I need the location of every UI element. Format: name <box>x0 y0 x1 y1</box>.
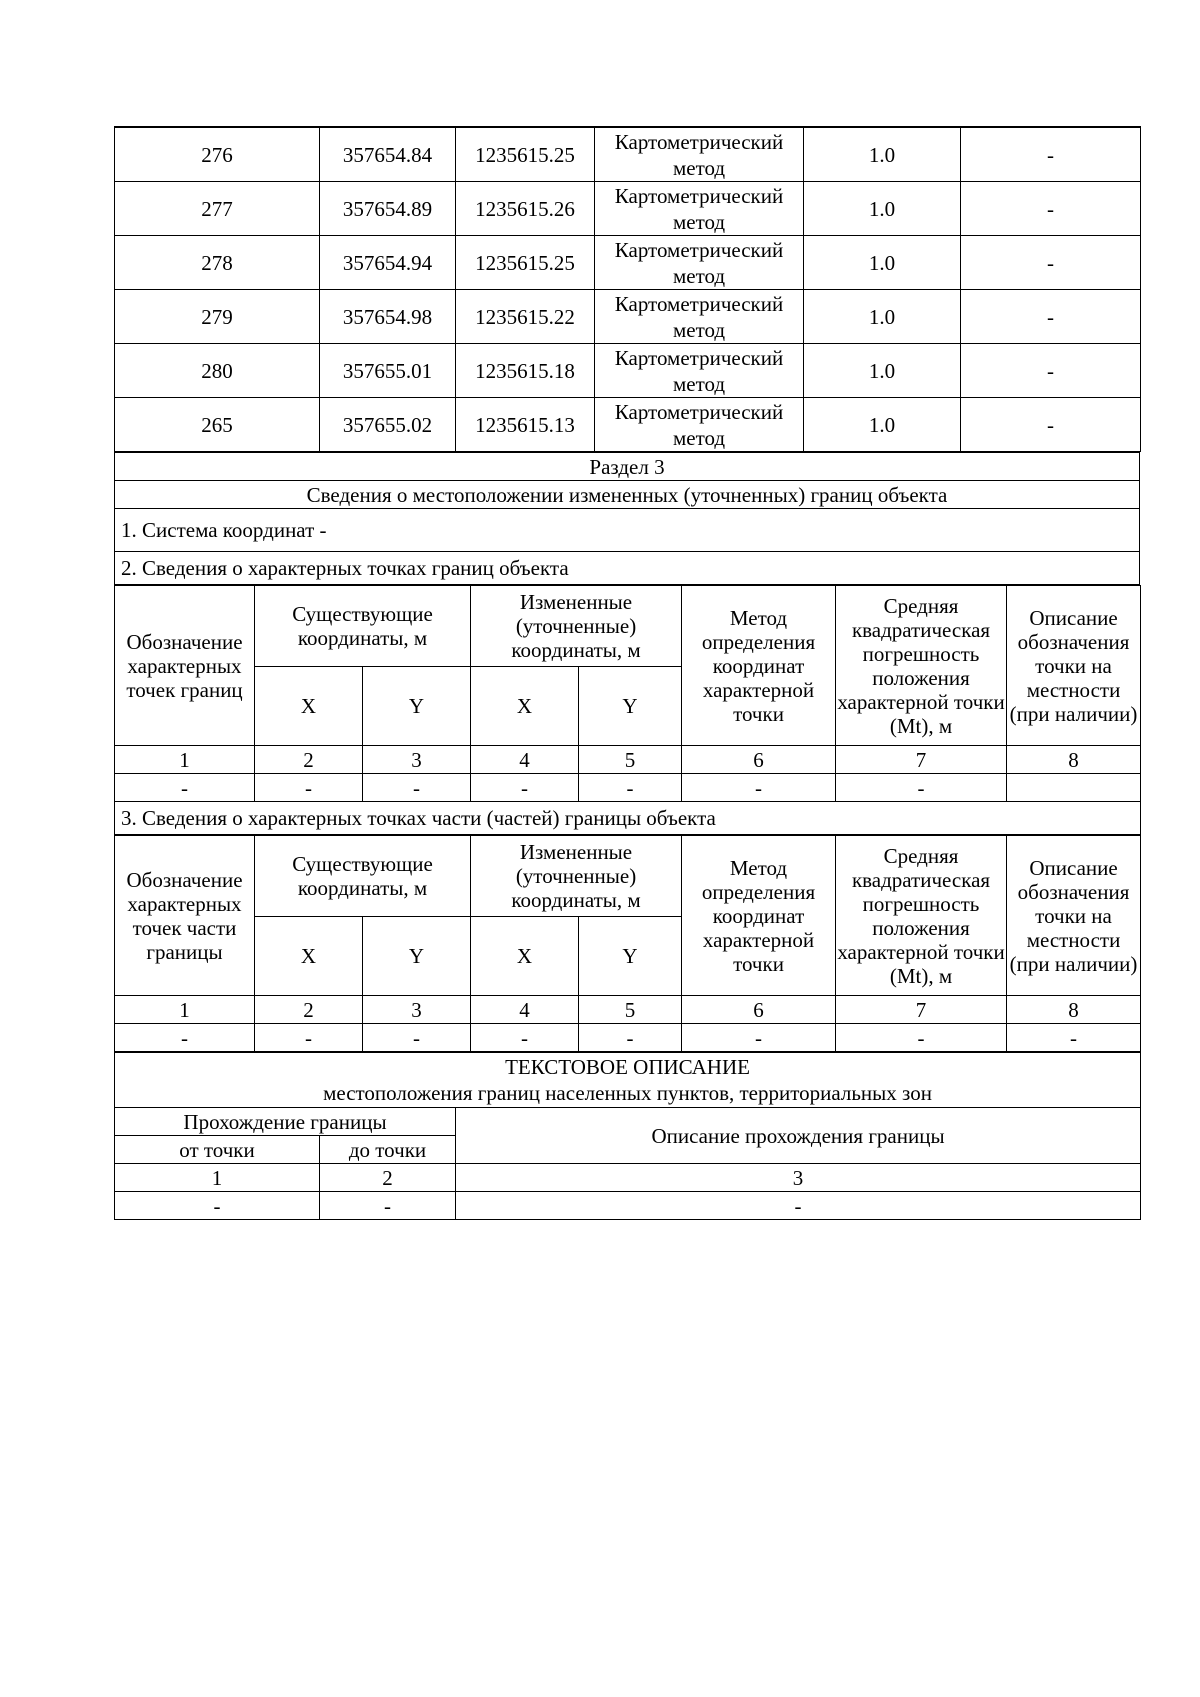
header-y-existing: Y <box>363 667 471 746</box>
points-empty-cell-7: - <box>836 774 1007 802</box>
cell-y: 1235615.25 <box>456 127 595 182</box>
section-subtitle: Сведения о местоположении измененных (уточненных) границ объекта <box>115 481 1140 509</box>
cell-desc: - <box>961 344 1141 398</box>
cell-id: 277 <box>115 182 320 236</box>
parts-col-num-2: 2 <box>255 996 363 1024</box>
points-col-num-2: 2 <box>255 746 363 774</box>
text-description-table <box>114 1052 1141 1220</box>
cell-method: Картометрический метод <box>595 127 804 182</box>
parts-col-num-3: 3 <box>363 996 471 1024</box>
cell-desc: - <box>961 127 1141 182</box>
cell-x: 357654.89 <box>320 182 456 236</box>
text-description-subtitle: местоположения границ населенных пунктов, территориальных зон <box>323 1081 932 1105</box>
cell-mt: 1.0 <box>804 344 961 398</box>
points-col-num-4: 4 <box>471 746 579 774</box>
parts-empty-cell-3: - <box>363 1024 471 1052</box>
parts-header-method: Метод определения координат характерной точки <box>682 836 836 996</box>
parts-empty-cell-2: - <box>255 1024 363 1052</box>
parts-heading: 3. Сведения о характерных точках части (частей) границы объекта <box>115 802 1141 835</box>
table-row <box>115 182 1141 236</box>
cell-x: 357654.94 <box>320 236 456 290</box>
cell-mt: 1.0 <box>804 236 961 290</box>
cell-y: 1235615.26 <box>456 182 595 236</box>
parts-col-num-6: 6 <box>682 996 836 1024</box>
points-col-num-7: 7 <box>836 746 1007 774</box>
table-row <box>115 236 1141 290</box>
points-col-num-8: 8 <box>1007 746 1141 774</box>
cell-id: 276 <box>115 127 320 182</box>
parts-col-num-1: 1 <box>115 996 255 1024</box>
table-row <box>115 127 1141 182</box>
points-col-num-1: 1 <box>115 746 255 774</box>
parts-col-num-4: 4 <box>471 996 579 1024</box>
text-description-title: ТЕКСТОВОЕ ОПИСАНИЕ <box>505 1055 750 1079</box>
points-empty-cell-3: - <box>363 774 471 802</box>
cell-x: 357655.01 <box>320 344 456 398</box>
points-col-num-6: 6 <box>682 746 836 774</box>
header-designation: Обозначение характерных точек границ <box>115 586 255 746</box>
cell-x: 357654.84 <box>320 127 456 182</box>
header-changed-coords: Измененные (уточненные) координаты, м <box>471 586 682 667</box>
cell-method: Картометрический метод <box>595 398 804 452</box>
header-x-changed: X <box>471 667 579 746</box>
cell-method: Картометрический метод <box>595 182 804 236</box>
cell-id: 278 <box>115 236 320 290</box>
section-title: Раздел 3 <box>115 453 1140 481</box>
table-row <box>115 290 1141 344</box>
text-num-2: 2 <box>320 1164 456 1192</box>
from-point-header: от точки <box>115 1136 320 1164</box>
text-num-3: 3 <box>456 1164 1141 1192</box>
parts-empty-cell-4: - <box>471 1024 579 1052</box>
cell-id: 280 <box>115 344 320 398</box>
passage-description-header: Описание прохождения границы <box>456 1108 1141 1164</box>
parts-header-existing-coords: Существующие координаты, м <box>255 836 471 917</box>
cell-id: 265 <box>115 398 320 452</box>
cell-y: 1235615.18 <box>456 344 595 398</box>
points-empty-cell-6: - <box>682 774 836 802</box>
parts-header-x-existing: X <box>255 917 363 996</box>
parts-col-num-7: 7 <box>836 996 1007 1024</box>
to-point-header: до точки <box>320 1136 456 1164</box>
cell-id: 279 <box>115 290 320 344</box>
parts-header-description: Описание обозначения точки на местности (при наличии) <box>1007 836 1141 996</box>
parts-empty-cell-5: - <box>579 1024 682 1052</box>
points-empty-cell-1: - <box>115 774 255 802</box>
parts-header-changed-coords: Измененные (уточненные) координаты, м <box>471 836 682 917</box>
cell-desc: - <box>961 236 1141 290</box>
points-empty-cell-4: - <box>471 774 579 802</box>
points-empty-cell-5: - <box>579 774 682 802</box>
parts-header-mt: Средняя квадратическая погрешность положения характерной точки (Mt), м <box>836 836 1007 996</box>
cell-method: Картометрический метод <box>595 344 804 398</box>
cell-desc: - <box>961 182 1141 236</box>
cell-desc: - <box>961 290 1141 344</box>
text-description-heading <box>115 1053 1141 1108</box>
parts-empty-cell-6: - <box>682 1024 836 1052</box>
cell-method: Картометрический метод <box>595 290 804 344</box>
parts-header-y-existing: Y <box>363 917 471 996</box>
header-method: Метод определения координат характерной точки <box>682 586 836 746</box>
header-existing-coords: Существующие координаты, м <box>255 586 471 667</box>
parts-col-num-5: 5 <box>579 996 682 1024</box>
parts-empty-cell-8: - <box>1007 1024 1141 1052</box>
text-empty-3: - <box>456 1192 1141 1220</box>
points-empty-cell-8 <box>1007 774 1141 802</box>
cell-mt: 1.0 <box>804 398 961 452</box>
cell-x: 357654.98 <box>320 290 456 344</box>
text-num-1: 1 <box>115 1164 320 1192</box>
header-y-changed: Y <box>579 667 682 746</box>
cell-y: 1235615.13 <box>456 398 595 452</box>
parts-col-num-8: 8 <box>1007 996 1141 1024</box>
header-description: Описание обозначения точки на местности (при наличии) <box>1007 586 1141 746</box>
cell-x: 357655.02 <box>320 398 456 452</box>
section3-table <box>114 452 1140 585</box>
parts-header-x-changed: X <box>471 917 579 996</box>
parts-header-y-changed: Y <box>579 917 682 996</box>
cell-desc: - <box>961 398 1141 452</box>
points-heading: 2. Сведения о характерных точках границ объекта <box>115 552 1140 585</box>
cell-y: 1235615.22 <box>456 290 595 344</box>
parts-header-designation: Обозначение характерных точек части границы <box>115 836 255 996</box>
points-coordinates-table <box>114 126 1141 452</box>
text-empty-1: - <box>115 1192 320 1220</box>
parts-empty-cell-7: - <box>836 1024 1007 1052</box>
text-empty-2: - <box>320 1192 456 1220</box>
cell-y: 1235615.25 <box>456 236 595 290</box>
cell-mt: 1.0 <box>804 290 961 344</box>
points-empty-cell-2: - <box>255 774 363 802</box>
boundary-parts-table <box>114 835 1141 1052</box>
header-mt: Средняя квадратическая погрешность положения характерной точки (Mt), м <box>836 586 1007 746</box>
header-x-existing: X <box>255 667 363 746</box>
parts-empty-cell-1: - <box>115 1024 255 1052</box>
coordinate-system: 1. Система координат - <box>115 509 1140 552</box>
boundary-points-table <box>114 585 1141 835</box>
table-row <box>115 398 1141 452</box>
table-row <box>115 344 1141 398</box>
document-page <box>114 126 1140 1220</box>
cell-mt: 1.0 <box>804 127 961 182</box>
cell-mt: 1.0 <box>804 182 961 236</box>
cell-method: Картометрический метод <box>595 236 804 290</box>
points-col-num-3: 3 <box>363 746 471 774</box>
passage-header: Прохождение границы <box>115 1108 456 1136</box>
points-col-num-5: 5 <box>579 746 682 774</box>
